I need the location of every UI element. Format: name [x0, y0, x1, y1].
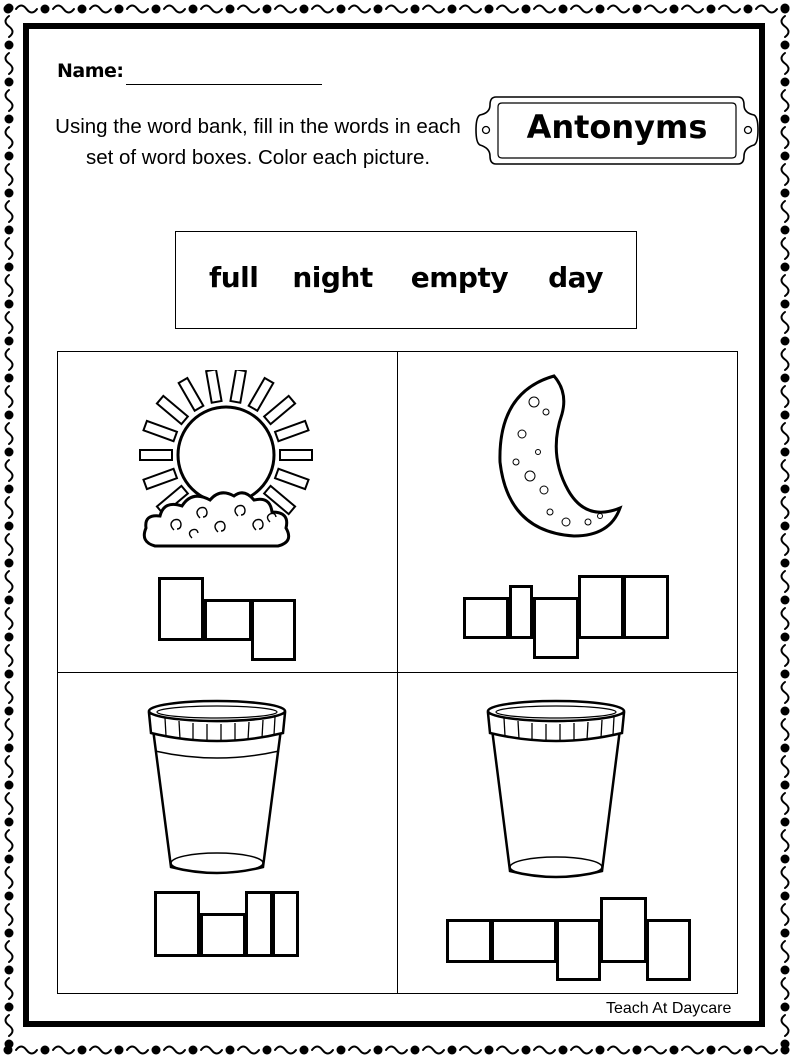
credit-text: Teach At Daycare	[606, 1000, 732, 1017]
sun-with-cloud-icon[interactable]	[130, 370, 320, 560]
letter-box[interactable]	[578, 575, 624, 639]
letter-box[interactable]	[491, 919, 557, 963]
word-bank-word: full	[209, 260, 259, 294]
page-title: Antonyms	[526, 108, 708, 146]
name-label: Name:	[57, 60, 124, 82]
letter-box[interactable]	[646, 919, 691, 981]
letter-box[interactable]	[533, 597, 579, 659]
letter-box[interactable]	[204, 599, 252, 641]
letter-box[interactable]	[272, 891, 299, 957]
letter-box[interactable]	[509, 585, 533, 639]
letter-box[interactable]	[154, 891, 200, 957]
word-bank-word: night	[292, 260, 373, 294]
name-write-line[interactable]	[126, 84, 322, 85]
empty-glass-icon[interactable]	[484, 695, 629, 885]
letter-box[interactable]	[200, 913, 246, 957]
word-bank-word: day	[548, 260, 603, 294]
full-glass-icon[interactable]	[145, 695, 290, 880]
letter-box[interactable]	[556, 919, 601, 981]
letter-box[interactable]	[158, 577, 204, 641]
letter-box[interactable]	[245, 891, 273, 957]
letter-box[interactable]	[623, 575, 669, 639]
letter-box[interactable]	[463, 597, 509, 639]
word-bank-word: empty	[410, 260, 509, 294]
instructions-text: Using the word bank, fill in the words in each set of word boxes. Color each picture.	[55, 115, 461, 169]
letter-box[interactable]	[446, 919, 492, 963]
letter-box[interactable]	[251, 599, 296, 661]
word-bank	[175, 231, 637, 329]
grid-divider-horizontal	[57, 672, 738, 673]
letter-box[interactable]	[600, 897, 647, 963]
crescent-moon-icon[interactable]	[494, 372, 624, 542]
